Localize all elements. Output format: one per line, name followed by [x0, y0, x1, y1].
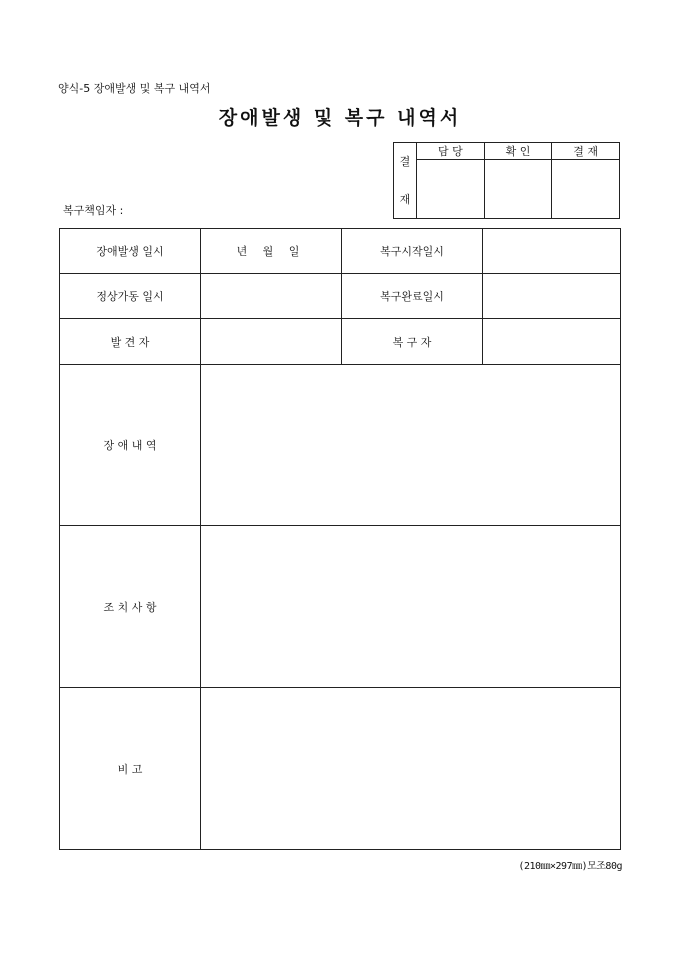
approval-sign-staff[interactable]: [417, 160, 485, 219]
date-placeholder: 년 월 일: [236, 245, 306, 259]
approval-sign-check[interactable]: [484, 160, 552, 219]
responsible-person-label: 복구책임자 :: [63, 204, 124, 217]
discoverer-field[interactable]: [201, 319, 342, 364]
actions-taken-label: 조 치 사 항: [60, 526, 201, 688]
actions-taken-field[interactable]: [201, 526, 621, 688]
recovery-complete-label: 복구완료일시: [342, 274, 483, 319]
approval-side-bottom: 재: [399, 192, 411, 206]
form-code-label: 양식-5 장애발생 및 복구 내역서: [58, 82, 211, 95]
failure-details-field[interactable]: [201, 364, 621, 526]
normal-operation-field[interactable]: [201, 274, 342, 319]
occurred-datetime-field[interactable]: [201, 229, 342, 274]
approval-side-top: 결: [399, 154, 411, 168]
approval-header-approve: 결 재: [552, 143, 620, 160]
recovery-start-field[interactable]: [483, 229, 621, 274]
discoverer-label: 발 견 자: [60, 319, 201, 364]
recovery-form-table: [59, 228, 621, 850]
remarks-label: 비 고: [60, 688, 201, 850]
remarks-field[interactable]: [201, 688, 621, 850]
approval-side-label: [394, 143, 417, 219]
occurred-datetime-label: 장애발생 일시: [60, 229, 201, 274]
restorer-label: 복 구 자: [342, 319, 483, 364]
approval-box: [393, 142, 620, 219]
approval-sign-approve[interactable]: [552, 160, 620, 219]
restorer-field[interactable]: [483, 319, 621, 364]
failure-details-label: 장 애 내 역: [60, 364, 201, 526]
paper-spec-note: (210㎜×297㎜)모조80g: [518, 861, 622, 872]
recovery-start-label: 복구시작일시: [342, 229, 483, 274]
recovery-complete-field[interactable]: [483, 274, 621, 319]
approval-header-check: 확 인: [484, 143, 552, 160]
document-title: 장애발생 및 복구 내역서: [218, 107, 462, 129]
approval-header-staff: 담 당: [417, 143, 485, 160]
normal-operation-label: 정상가동 일시: [60, 274, 201, 319]
